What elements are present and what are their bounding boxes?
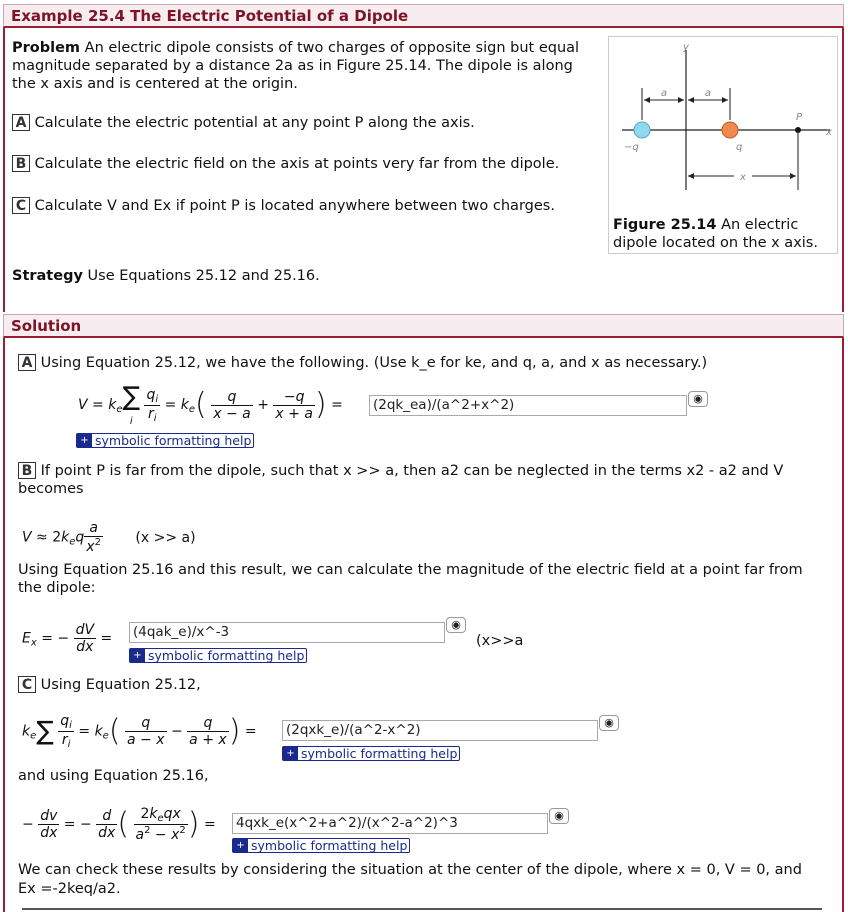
equation-c-potential: $k_e\sum$ $\frac{q_i}{r_i}$ = $k_e$( $\frac{q}{a - x}$ − $\frac{q}{a + x}$ ) =: [22, 713, 257, 750]
part-b: [12, 155, 559, 172]
part-b-badge: B: [12, 155, 30, 172]
conclusion: [18, 861, 802, 899]
example-title: Example 25.4 The Electric Potential of a Dipole: [11, 7, 409, 25]
point-p-label: P: [796, 112, 803, 123]
solution-title-bar: [3, 314, 844, 338]
solution-b-text-line1: Using Equation 25.16 and this result, we can calculate the magnitude of the electric field at a point far from: [18, 562, 803, 578]
part-a: [12, 114, 475, 131]
symbolic-formatting-help-button[interactable]: + symbolic formatting help: [76, 433, 254, 448]
strategy: [12, 268, 320, 284]
solution-c-intro: Using Equation 25.12,: [40, 677, 201, 693]
answer-c1-input[interactable]: (2qxk_e)/(a^2-x^2): [282, 720, 598, 741]
strategy-text: Use Equations 25.12 and 25.16.: [87, 268, 320, 284]
part-a-badge: A: [12, 114, 30, 131]
solution-b-intro-row: [18, 462, 783, 498]
symbolic-formatting-help-button[interactable]: + symbolic formatting help: [129, 648, 307, 663]
solution-c-intro-row: [18, 676, 201, 693]
answer-b-input[interactable]: (4qak_e)/x^-3: [129, 622, 445, 643]
solution-a-intro-row: [18, 354, 707, 371]
problem-line-3: the x axis and is centered at the origin.: [12, 76, 298, 92]
dipole-figure: [612, 40, 836, 214]
figure-caption-bold: Figure 25.14: [613, 217, 717, 233]
solution-b-text: [18, 561, 803, 597]
solution-c-mid: and using Equation 25.16,: [18, 768, 209, 784]
problem-text: [12, 39, 579, 93]
negative-charge: [634, 122, 650, 138]
neg-q-label: −q: [624, 142, 639, 153]
solution-b-text-line2: the dipole:: [18, 580, 96, 596]
equation-a: $V = k_e\sum$ i $\frac{q_i}{r_i}$ = $k_e$( $\frac{q}{x - a}$ + $\frac{-q}{x + a}$ ) =: [78, 382, 343, 427]
conclusion-line2: Ex =-2keq/a2.: [18, 881, 121, 897]
figure-caption: [613, 216, 833, 252]
answer-c2-input[interactable]: 4qxk_e(x^2+a^2)/(x^2-a^2)^3: [232, 813, 548, 834]
solution-title: Solution: [11, 317, 82, 335]
figure-caption-rest: An electric: [721, 217, 799, 233]
problem-line-2: magnitude separated by a distance 2a as in Figure 25.14. The dipole is along: [12, 58, 573, 74]
plus-icon: +: [283, 747, 298, 760]
equation-c-field: − $\frac{dv}{dx}$ = − $\frac{d}{dx}$ ( $\frac{2k_eqx}{a^2 - x^2}$ ) =: [22, 806, 216, 843]
preview-eye-icon[interactable]: ◉: [688, 391, 708, 407]
pos-q-label: q: [736, 142, 743, 153]
y-axis-label: y: [683, 42, 689, 53]
part-c-badge: C: [12, 197, 30, 214]
plus-icon: +: [130, 649, 145, 662]
equation-b-approx: $V \approx 2k_eq$ $\frac{a}{x^2}$ (x >> a): [22, 520, 196, 555]
part-a-text: Calculate the electric potential at any point P along the axis.: [34, 115, 475, 131]
a-label-left: a: [660, 88, 668, 99]
solution-b-badge: B: [18, 462, 36, 479]
positive-charge: [722, 122, 738, 138]
a-label-right: a: [704, 88, 712, 99]
x-axis-label: x: [826, 127, 832, 138]
conclusion-line1: We can check these results by considering the situation at the center of the dipole, where x = 0, V = 0, and: [18, 862, 802, 878]
symbolic-formatting-help-button[interactable]: + symbolic formatting help: [232, 838, 410, 853]
strategy-label: Strategy: [12, 268, 83, 284]
problem-line-1: An electric dipole consists of two charges of opposite sign but equal: [84, 40, 580, 56]
figure-caption-line2: dipole located on the x axis.: [613, 235, 818, 251]
equation-b-field: $E_x$ = − $\frac{dV}{dx}$ =: [22, 622, 113, 655]
answer-a-input[interactable]: (2qk_ea)/(a^2+x^2): [369, 395, 687, 416]
solution-b-intro-line2: becomes: [18, 481, 84, 497]
part-c: [12, 197, 555, 214]
solution-b-condition2: (x>>a: [476, 633, 524, 649]
example-title-bar: [3, 4, 844, 28]
preview-eye-icon[interactable]: ◉: [549, 808, 569, 824]
plus-icon: +: [77, 434, 92, 447]
preview-eye-icon[interactable]: ◉: [446, 617, 466, 633]
plus-icon: +: [233, 839, 248, 852]
divider: [22, 908, 822, 910]
x-dim-label: x: [740, 172, 746, 183]
part-b-text: Calculate the electric field on the axis at points very far from the dipole.: [34, 156, 560, 172]
solution-b-intro-line1: If point P is far from the dipole, such that x >> a, then a2 can be neglected in the terms x2 - a2 and V: [40, 463, 784, 479]
symbolic-formatting-help-button[interactable]: + symbolic formatting help: [282, 746, 460, 761]
solution-a-intro: Using Equation 25.12, we have the following. (Use k_e for ke, and q, a, and x as necessary.): [40, 355, 708, 371]
solution-c-badge: C: [18, 676, 36, 693]
part-c-text: Calculate V and Ex if point P is located anywhere between two charges.: [34, 198, 555, 214]
solution-b-condition: (x >> a): [135, 529, 196, 546]
preview-eye-icon[interactable]: ◉: [599, 715, 619, 731]
solution-a-badge: A: [18, 354, 36, 371]
problem-label: Problem: [12, 40, 81, 56]
